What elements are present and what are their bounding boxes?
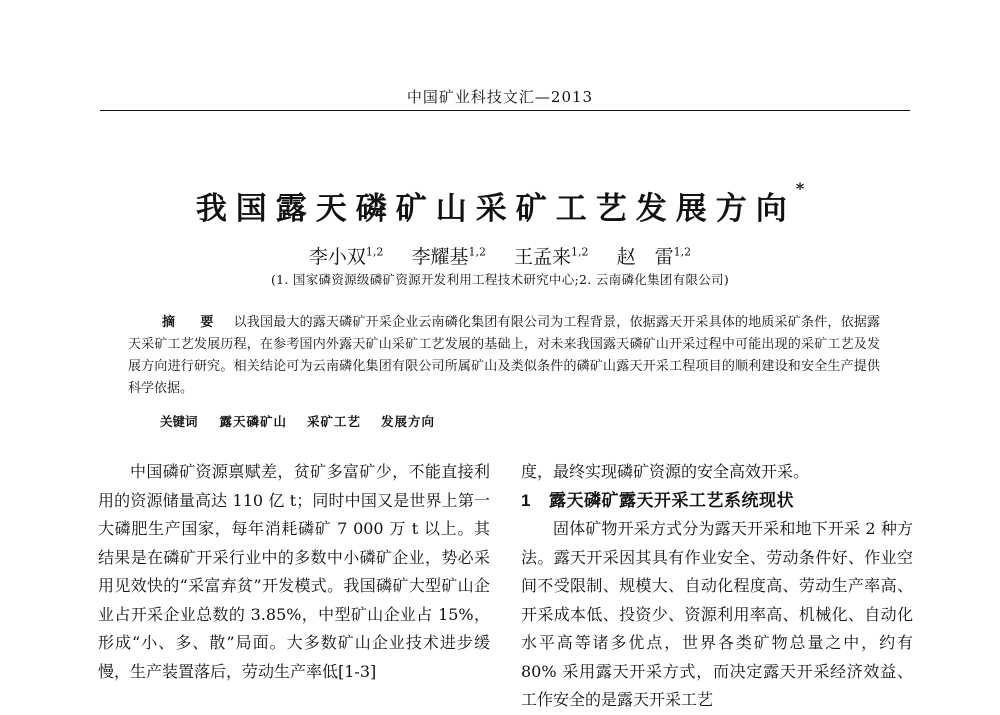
keyword: 露天磷矿山 [219,414,288,429]
body-column-left [98,458,490,686]
section-title: 露天磷矿露天开采工艺系统现状 [548,490,794,510]
author [411,242,486,269]
author-affiliation-mark: 1,2 [673,245,692,259]
section-heading [521,487,913,516]
body-paragraph: 中国磷矿资源禀赋差，贫矿多富矿少，不能直接利用的资源储量高达 110 亿 t；同时中国又是世界上第一大磷肥生产国家，每年消耗磷矿 7 000 万 t 以上。其结果是在磷矿开采行业中的多数中小磷矿企业，势必采用见效快的“采富弃贫”开发模式。我国磷矿大型矿山企业占开采企业总数的 3.85%，中型矿山企业占 15%，形成“小、多、散”局面。大多数矿山企业技术进步缓慢，生产装置落后，劳动生产率低[1-3] [98,462,490,681]
keywords-label: 关键词 [160,414,198,429]
author-name: 李小双 [308,246,366,268]
author-name: 李耀基 [411,246,469,268]
running-head: 中国矿业科技文汇—2013 [406,88,594,106]
keyword: 采矿工艺 [307,414,362,429]
body-paragraph-continued: 度，最终实现磷矿资源的安全高效开采。 [521,462,810,481]
body-paragraph: 固体矿物开采方式分为露天开采和地下开采 2 种方法。露天开采因其具有作业安全、劳动条件好、作业空间不受限制、规模大、自动化程度高、劳动生产率高、开采成本低、投资少、资源利用率高、机械化、自动化水平高等诸多优点，世界各类矿物总量之中，约有 80% 采用露天开采方式，而决定露天开采经济效益、工作安全的是露天开采工艺 [521,519,913,709]
author-affiliation-mark: 1,2 [571,245,589,259]
paper-title [0,179,1000,228]
author [617,242,692,269]
author [514,242,589,269]
author-list [0,242,1000,269]
title-footnote-mark: * [795,179,805,198]
keywords [160,412,451,430]
author-affiliation-mark: 1,2 [468,245,486,259]
author-affiliation-mark: 1,2 [365,245,384,259]
title-text: 我国露天磷矿山采矿工艺发展方向 [195,191,796,227]
body-column-right [521,458,913,715]
author-name: 赵 雷 [616,246,674,268]
affiliations: (1. 国家磷资源级磷矿资源开发利用工程技术研究中心;2. 云南磷化集团有限公司) [270,272,730,287]
abstract-label: 摘 要 [162,315,220,330]
abstract-text: 以我国最大的露天磷矿开采企业云南磷化集团有限公司为工程背景，依据露天开采具体的地质采矿条件，依据露天采矿工艺发展历程，在参考国内外露天矿山采矿工艺发展的基础上，对未来我国露天磷矿山开采过程中可能出现的采矿工艺及发展方向进行研究。相关结论可为云南磷化集团有限公司所属矿山及类似条件的磷矿山露天开采工程项目的顺利建设和安全生产提供科学依据。 [128,315,880,396]
abstract [128,312,880,400]
keyword: 发展方向 [381,414,436,429]
header-rule [100,110,910,111]
section-number: 1 [521,490,531,510]
author [309,242,384,269]
author-name: 王孟来 [514,246,572,268]
